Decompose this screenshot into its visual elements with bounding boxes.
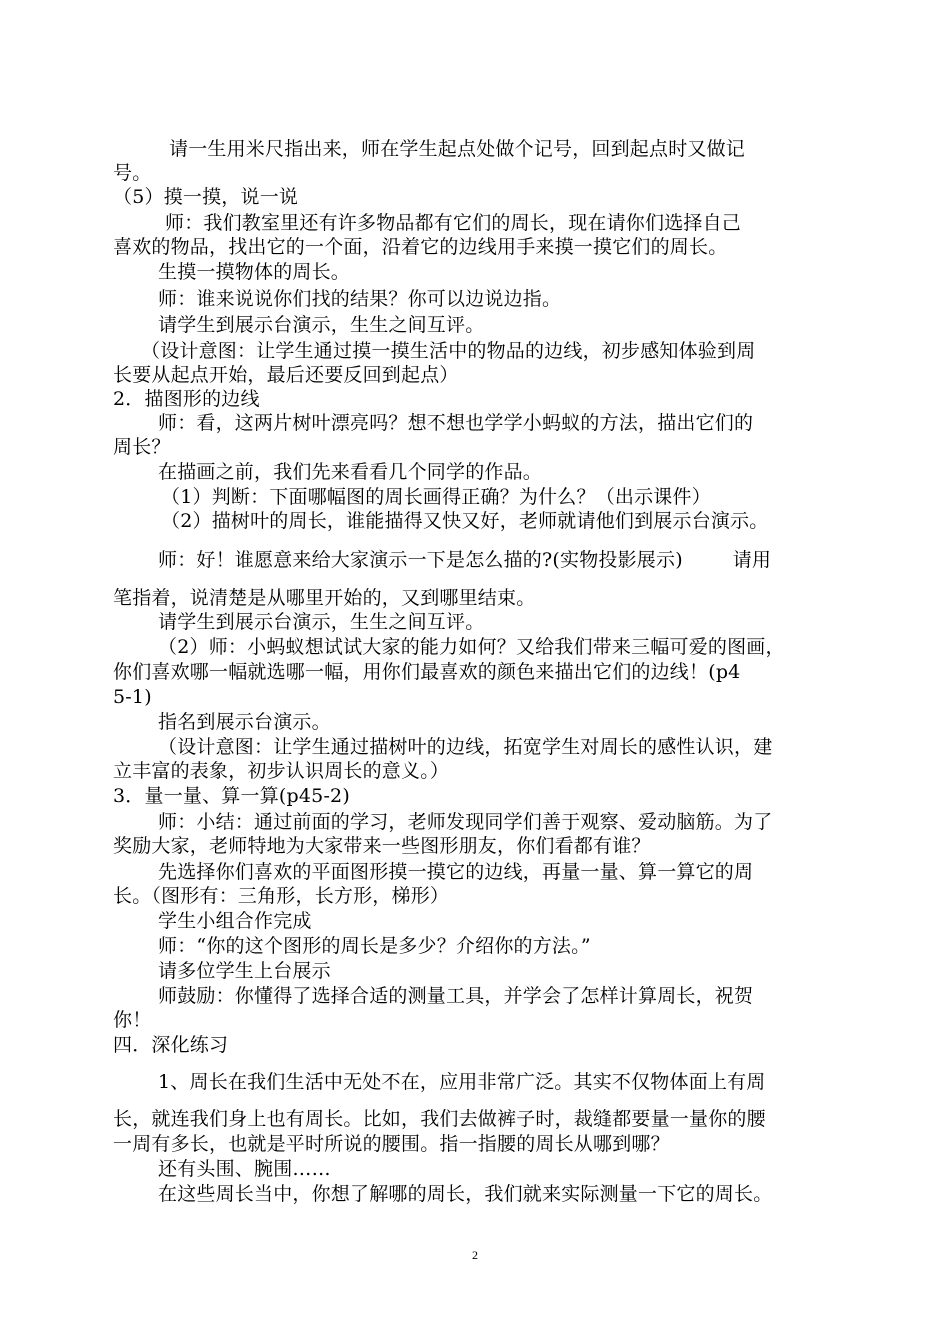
paragraph-line: 长。（图形有：三角形，长方形，梯形） <box>113 885 450 907</box>
design-intent-note: 长要从起点开始，最后还要反回到起点） <box>113 364 459 386</box>
paragraph-line: 在描画之前，我们先来看看几个同学的作品。 <box>158 461 543 483</box>
paragraph-line: 5-1) <box>113 686 152 708</box>
paragraph-line: 还有头围、腕围…… <box>158 1158 331 1180</box>
paragraph-line: 师鼓励：你懂得了选择合适的测量工具，并学会了怎样计算周长，祝贺 <box>158 985 754 1007</box>
paragraph-line: 你！ <box>113 1009 152 1031</box>
section-heading: （5）摸一摸，说一说 <box>113 186 299 208</box>
paragraph-line: （1）判断：下面哪幅图的周长画得正确？为什么？（出示课件） <box>161 486 711 508</box>
paragraph-line: 在这些周长当中，你想了解哪的周长，我们就来实际测量一下它的周长。 <box>158 1183 773 1205</box>
paragraph-line: 请一生用米尺指出来，师在学生起点处做个记号，回到起点时又做记 <box>169 138 746 160</box>
design-intent-note: （设计意图：让学生通过描树叶的边线，拓宽学生对周长的感性认识，建 <box>158 736 773 758</box>
paragraph-line: 请学生到展示台演示，生生之间互评。 <box>158 314 485 336</box>
paragraph-line: 师：小结：通过前面的学习，老师发现同学们善于观察、爱动脑筋。为了 <box>158 811 773 833</box>
paragraph-line: 奖励大家，老师特地为大家带来一些图形朋友，你们看都有谁？ <box>113 835 651 857</box>
paragraph-line: 生摸一摸物体的周长。 <box>158 261 351 283</box>
paragraph-line: 师：看，这两片树叶漂亮吗？想不想也学学小蚂蚁的方法，描出它们的 <box>158 412 754 434</box>
paragraph-line: 学生小组合作完成 <box>158 910 312 932</box>
paragraph-line: 师：谁来说说你们找的结果？你可以边说边指。 <box>158 288 562 310</box>
paragraph-line: 笔指着，说清楚是从哪里开始的，又到哪里结束。 <box>113 587 536 609</box>
design-intent-note: 立丰富的表象，初步认识周长的意义。） <box>113 760 450 782</box>
paragraph-line: （2）师：小蚂蚁想试试大家的能力如何？又给我们带来三幅可爱的图画， <box>158 636 785 658</box>
paragraph-line: 先选择你们喜欢的平面图形摸一摸它的边线，再量一量、算一算它的周 <box>158 861 754 883</box>
paragraph-line: 师：“你的这个图形的周长是多少？介绍你的方法。” <box>158 935 591 957</box>
design-intent-note: （设计意图：让学生通过摸一摸生活中的物品的边线，初步感知体验到周 <box>141 340 756 362</box>
paragraph-line: 号。 <box>113 162 152 184</box>
paragraph-line: 喜欢的物品，找出它的一个面，沿着它的边线用手来摸一摸它们的周长。 <box>113 236 728 258</box>
paragraph-line: 1、周长在我们生活中无处不在，应用非常广泛。其实不仅物体面上有周 <box>158 1071 766 1093</box>
paragraph-line: 请学生到展示台演示，生生之间互评。 <box>158 611 485 633</box>
section-heading: 2．描图形的边线 <box>113 388 260 410</box>
paragraph-line: 请多位学生上台展示 <box>158 960 331 982</box>
paragraph-line: 周长？ <box>113 436 171 458</box>
paragraph-line: 你们喜欢哪一幅就选哪一幅，用你们最喜欢的颜色来描出它们的边线！(p4 <box>113 661 741 683</box>
paragraph-line: 师：好！谁愿意来给大家演示一下是怎么描的?(实物投影展示) 请用 <box>158 549 772 571</box>
paragraph-line: 一周有多长，也就是平时所说的腰围。指一指腰的周长从哪到哪？ <box>113 1133 670 1155</box>
paragraph-line: 长，就连我们身上也有周长。比如，我们去做裤子时，裁缝都要量一量你的腰 <box>113 1108 766 1130</box>
paragraph-line: 师：我们教室里还有许多物品都有它们的周长，现在请你们选择自己 <box>165 212 742 234</box>
section-heading: 四．深化练习 <box>113 1034 229 1056</box>
page-number: 2 <box>472 1248 478 1262</box>
paragraph-line: （2）描树叶的周长，谁能描得又快又好，老师就请他们到展示台演示。 <box>161 510 769 532</box>
section-heading: 3．量一量、算一算(p45-2) <box>113 785 350 807</box>
paragraph-line: 指名到展示台演示。 <box>158 711 331 733</box>
